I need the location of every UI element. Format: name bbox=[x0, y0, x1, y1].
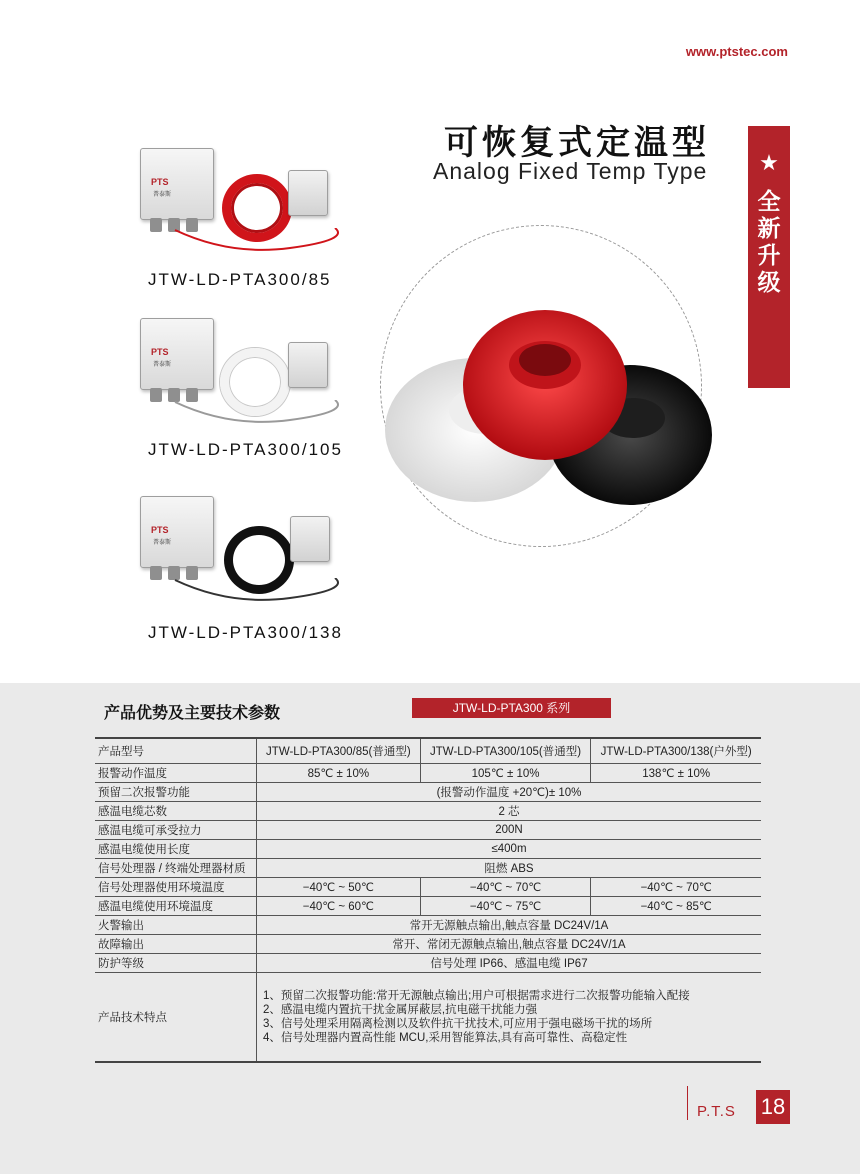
cell-value: (报警动作温度 +20℃)± 10% bbox=[257, 783, 762, 802]
series-tag: JTW-LD-PTA300 系列 bbox=[412, 698, 611, 718]
signal-processor-box bbox=[140, 318, 214, 390]
model-header: JTW-LD-PTA300/105(普通型) bbox=[420, 738, 591, 764]
cell-value: 常开、常闭无源触点输出,触点容量 DC24V/1A bbox=[257, 935, 762, 954]
features-cell bbox=[257, 973, 762, 1063]
sensor-wire bbox=[170, 578, 340, 608]
model-label-138: JTW-LD-PTA300/138 bbox=[148, 623, 343, 642]
table-row bbox=[95, 973, 761, 1063]
table-row bbox=[95, 802, 761, 821]
cell-value: −40℃ ~ 60℃ bbox=[257, 897, 421, 916]
model-header: JTW-LD-PTA300/85(普通型) bbox=[257, 738, 421, 764]
cell-value: −40℃ ~ 85℃ bbox=[591, 897, 761, 916]
row-label: 报警动作温度 bbox=[95, 764, 257, 783]
table-row bbox=[95, 916, 761, 935]
box-brand: PTS bbox=[151, 177, 169, 187]
row-label: 防护等级 bbox=[95, 954, 257, 973]
terminal-box bbox=[288, 170, 328, 216]
cell-value: −40℃ ~ 70℃ bbox=[420, 878, 591, 897]
table-row bbox=[95, 859, 761, 878]
row-label: 信号处理器使用环境温度 bbox=[95, 878, 257, 897]
hero-cable-coils-image bbox=[385, 290, 715, 520]
row-label: 感温电缆可承受拉力 bbox=[95, 821, 257, 840]
star-icon: ★ bbox=[759, 150, 779, 175]
box-brand-cn: 普泰斯 bbox=[153, 362, 172, 368]
cell-value: 105℃ ± 10% bbox=[420, 764, 591, 783]
signal-processor-box bbox=[140, 148, 214, 220]
row-label: 感温电缆使用长度 bbox=[95, 840, 257, 859]
table-row bbox=[95, 840, 761, 859]
page-number: 18 bbox=[756, 1090, 790, 1124]
row-label: 感温电缆使用环境温度 bbox=[95, 897, 257, 916]
feature-line: 1、预留二次报警功能:常开无源触点输出;用户可根据需求进行二次报警功能输入配接 bbox=[263, 990, 690, 1002]
page-title-cn: 可恢复式定温型 bbox=[444, 124, 710, 162]
box-brand-cn: 普泰斯 bbox=[153, 540, 172, 546]
row-label: 故障输出 bbox=[95, 935, 257, 954]
table-row bbox=[95, 897, 761, 916]
sensor-wire bbox=[170, 228, 340, 258]
product-image-105 bbox=[140, 318, 340, 428]
table-row bbox=[95, 954, 761, 973]
sensor-wire bbox=[170, 400, 340, 430]
cell-value: 85℃ ± 10% bbox=[257, 764, 421, 783]
table-row bbox=[95, 935, 761, 954]
product-image-85 bbox=[140, 148, 340, 258]
row-label: 感温电缆芯数 bbox=[95, 802, 257, 821]
cell-value: −40℃ ~ 70℃ bbox=[591, 878, 761, 897]
box-brand: PTS bbox=[151, 525, 169, 535]
row-label: 预留二次报警功能 bbox=[95, 783, 257, 802]
cell-value: 200N bbox=[257, 821, 762, 840]
cell-value: 信号处理 IP66、感温电缆 IP67 bbox=[257, 954, 762, 973]
footer-brand: P.T.S bbox=[697, 1103, 736, 1120]
model-label-105: JTW-LD-PTA300/105 bbox=[148, 440, 343, 459]
table-row bbox=[95, 878, 761, 897]
table-row bbox=[95, 738, 761, 764]
cell-value: −40℃ ~ 50℃ bbox=[257, 878, 421, 897]
ribbon-text: 全新升级 bbox=[757, 188, 781, 295]
terminal-box bbox=[288, 342, 328, 388]
cell-value: −40℃ ~ 75℃ bbox=[420, 897, 591, 916]
table-row bbox=[95, 783, 761, 802]
table-row bbox=[95, 821, 761, 840]
table-row bbox=[95, 764, 761, 783]
box-brand-cn: 普泰斯 bbox=[153, 192, 172, 198]
model-header: JTW-LD-PTA300/138(户外型) bbox=[591, 738, 761, 764]
terminal-box bbox=[290, 516, 330, 562]
box-brand: PTS bbox=[151, 347, 169, 357]
row-label: 产品技术特点 bbox=[95, 973, 257, 1063]
row-label: 火警输出 bbox=[95, 916, 257, 935]
new-upgrade-ribbon bbox=[748, 126, 790, 388]
model-label-85: JTW-LD-PTA300/85 bbox=[148, 270, 332, 289]
signal-processor-box bbox=[140, 496, 214, 568]
cell-value: 138℃ ± 10% bbox=[591, 764, 761, 783]
spec-table bbox=[95, 737, 761, 1063]
row-label: 信号处理器 / 终端处理器材质 bbox=[95, 859, 257, 878]
section-title: 产品优势及主要技术参数 bbox=[104, 705, 281, 722]
feature-line: 2、感温电缆内置抗干扰金属屏蔽层,抗电磁干扰能力强 bbox=[263, 1004, 538, 1016]
cell-value: 阻燃 ABS bbox=[257, 859, 762, 878]
cell-value: ≤400m bbox=[257, 840, 762, 859]
feature-line: 3、信号处理采用隔离检测以及软件抗干扰技术,可应用于强电磁场干扰的场所 bbox=[263, 1018, 653, 1030]
row-label: 产品型号 bbox=[95, 738, 257, 764]
cell-value: 常开无源触点输出,触点容量 DC24V/1A bbox=[257, 916, 762, 935]
website-url[interactable]: www.ptstec.com bbox=[685, 44, 788, 59]
product-image-138 bbox=[140, 496, 340, 606]
cell-value: 2 芯 bbox=[257, 802, 762, 821]
footer-divider bbox=[687, 1086, 688, 1120]
feature-line: 4、信号处理器内置高性能 MCU,采用智能算法,具有高可靠性、高稳定性 bbox=[263, 1032, 628, 1044]
page-title-en: Analog Fixed Temp Type bbox=[433, 158, 708, 184]
